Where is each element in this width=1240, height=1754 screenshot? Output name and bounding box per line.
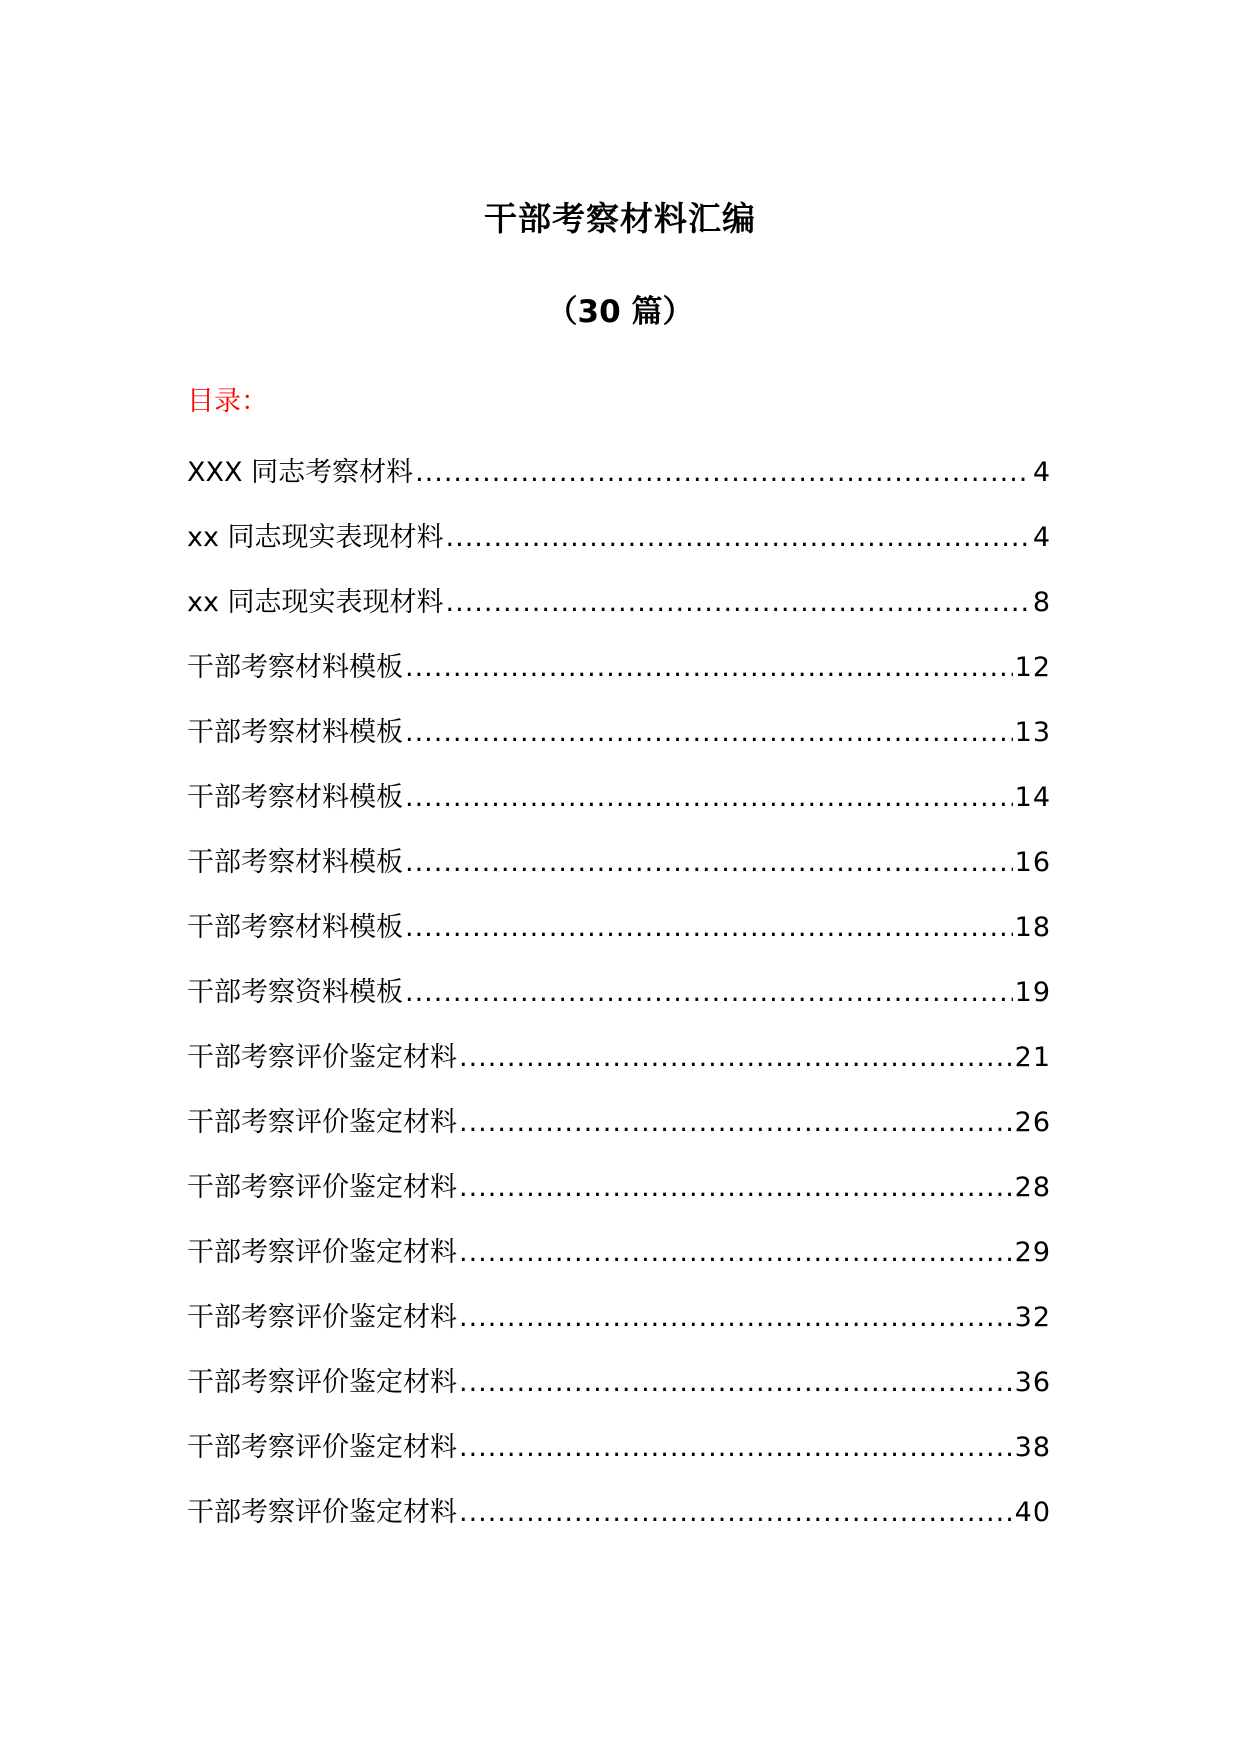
toc-entry[interactable] [187, 1428, 1051, 1493]
toc-entry[interactable] [187, 1363, 1051, 1428]
toc-entry[interactable] [187, 583, 1051, 648]
toc-entry-page: 29 [1014, 1237, 1051, 1268]
toc-entry[interactable] [187, 1038, 1051, 1103]
toc-entry-page: 19 [1014, 977, 1051, 1008]
toc-entry[interactable] [187, 1298, 1051, 1363]
toc-entry[interactable] [187, 843, 1051, 908]
toc-entry-page: 8 [1032, 587, 1051, 618]
toc-entry-page: 40 [1014, 1497, 1051, 1528]
toc-dot-leader [459, 1038, 1013, 1078]
toc-entry[interactable] [187, 1168, 1051, 1233]
toc-dot-leader [459, 1298, 1013, 1338]
toc-entry[interactable] [187, 1233, 1051, 1298]
toc-entry-page: 38 [1014, 1432, 1051, 1463]
toc-entry[interactable] [187, 973, 1051, 1038]
toc-entry-title: XXX 同志考察材料 [187, 457, 414, 488]
toc-entry[interactable] [187, 453, 1051, 518]
toc-entry-title: 干部考察材料模板 [187, 717, 403, 748]
toc-entry[interactable] [187, 908, 1051, 973]
toc-dot-leader [459, 1428, 1013, 1468]
toc-entry-page: 4 [1032, 522, 1051, 553]
toc-entry-title: 干部考察评价鉴定材料 [187, 1432, 457, 1463]
document-title: 干部考察材料汇编 [484, 199, 756, 238]
toc-entry-page: 26 [1014, 1107, 1051, 1138]
toc-entry-page: 13 [1014, 717, 1051, 748]
toc-dot-leader [459, 1363, 1013, 1403]
toc-entry-title: 干部考察材料模板 [187, 847, 403, 878]
toc-entry-page: 4 [1032, 457, 1051, 488]
toc-dot-leader [446, 518, 1031, 558]
toc-entry-title: 干部考察材料模板 [187, 652, 403, 683]
toc-dot-leader [459, 1493, 1013, 1533]
toc-dot-leader [405, 648, 1013, 688]
toc-entry-title: 干部考察评价鉴定材料 [187, 1302, 457, 1333]
toc-entry-title: 干部考察评价鉴定材料 [187, 1237, 457, 1268]
toc-entry-page: 12 [1014, 652, 1051, 683]
toc-entry[interactable] [187, 1493, 1051, 1558]
toc-entry-title: 干部考察评价鉴定材料 [187, 1107, 457, 1138]
toc-entry-page: 21 [1014, 1042, 1051, 1073]
toc-entry-page: 36 [1014, 1367, 1051, 1398]
toc-entry[interactable] [187, 713, 1051, 778]
toc-dot-leader [405, 843, 1013, 883]
toc-entry-title: 干部考察材料模板 [187, 782, 403, 813]
toc-entry-title: 干部考察材料模板 [187, 912, 403, 943]
toc-entry-title: 干部考察评价鉴定材料 [187, 1172, 457, 1203]
toc-entry-title: 干部考察资料模板 [187, 977, 403, 1008]
toc-entry[interactable] [187, 1103, 1051, 1168]
toc-dot-leader [405, 908, 1013, 948]
toc-dot-leader [459, 1233, 1013, 1273]
toc-dot-leader [446, 583, 1031, 623]
toc-entry[interactable] [187, 648, 1051, 713]
table-of-contents [187, 453, 1051, 1558]
toc-entry-title: xx 同志现实表现材料 [187, 522, 444, 553]
toc-dot-leader [459, 1168, 1013, 1208]
toc-dot-leader [405, 713, 1013, 753]
toc-entry-title: 干部考察评价鉴定材料 [187, 1497, 457, 1528]
toc-dot-leader [415, 453, 1031, 493]
toc-dot-leader [405, 778, 1013, 818]
toc-dot-leader [459, 1103, 1013, 1143]
toc-entry-page: 18 [1014, 912, 1051, 943]
toc-dot-leader [405, 973, 1013, 1013]
toc-entry-page: 16 [1014, 847, 1051, 878]
toc-entry-title: 干部考察评价鉴定材料 [187, 1367, 457, 1398]
toc-entry[interactable] [187, 518, 1051, 583]
toc-entry-page: 14 [1014, 782, 1051, 813]
toc-entry-page: 32 [1014, 1302, 1051, 1333]
toc-entry-title: xx 同志现实表现材料 [187, 587, 444, 618]
toc-heading: 目录： [187, 386, 268, 417]
toc-entry-title: 干部考察评价鉴定材料 [187, 1042, 457, 1073]
toc-entry[interactable] [187, 778, 1051, 843]
document-subtitle: （30 篇） [546, 294, 694, 330]
toc-entry-page: 28 [1014, 1172, 1051, 1203]
